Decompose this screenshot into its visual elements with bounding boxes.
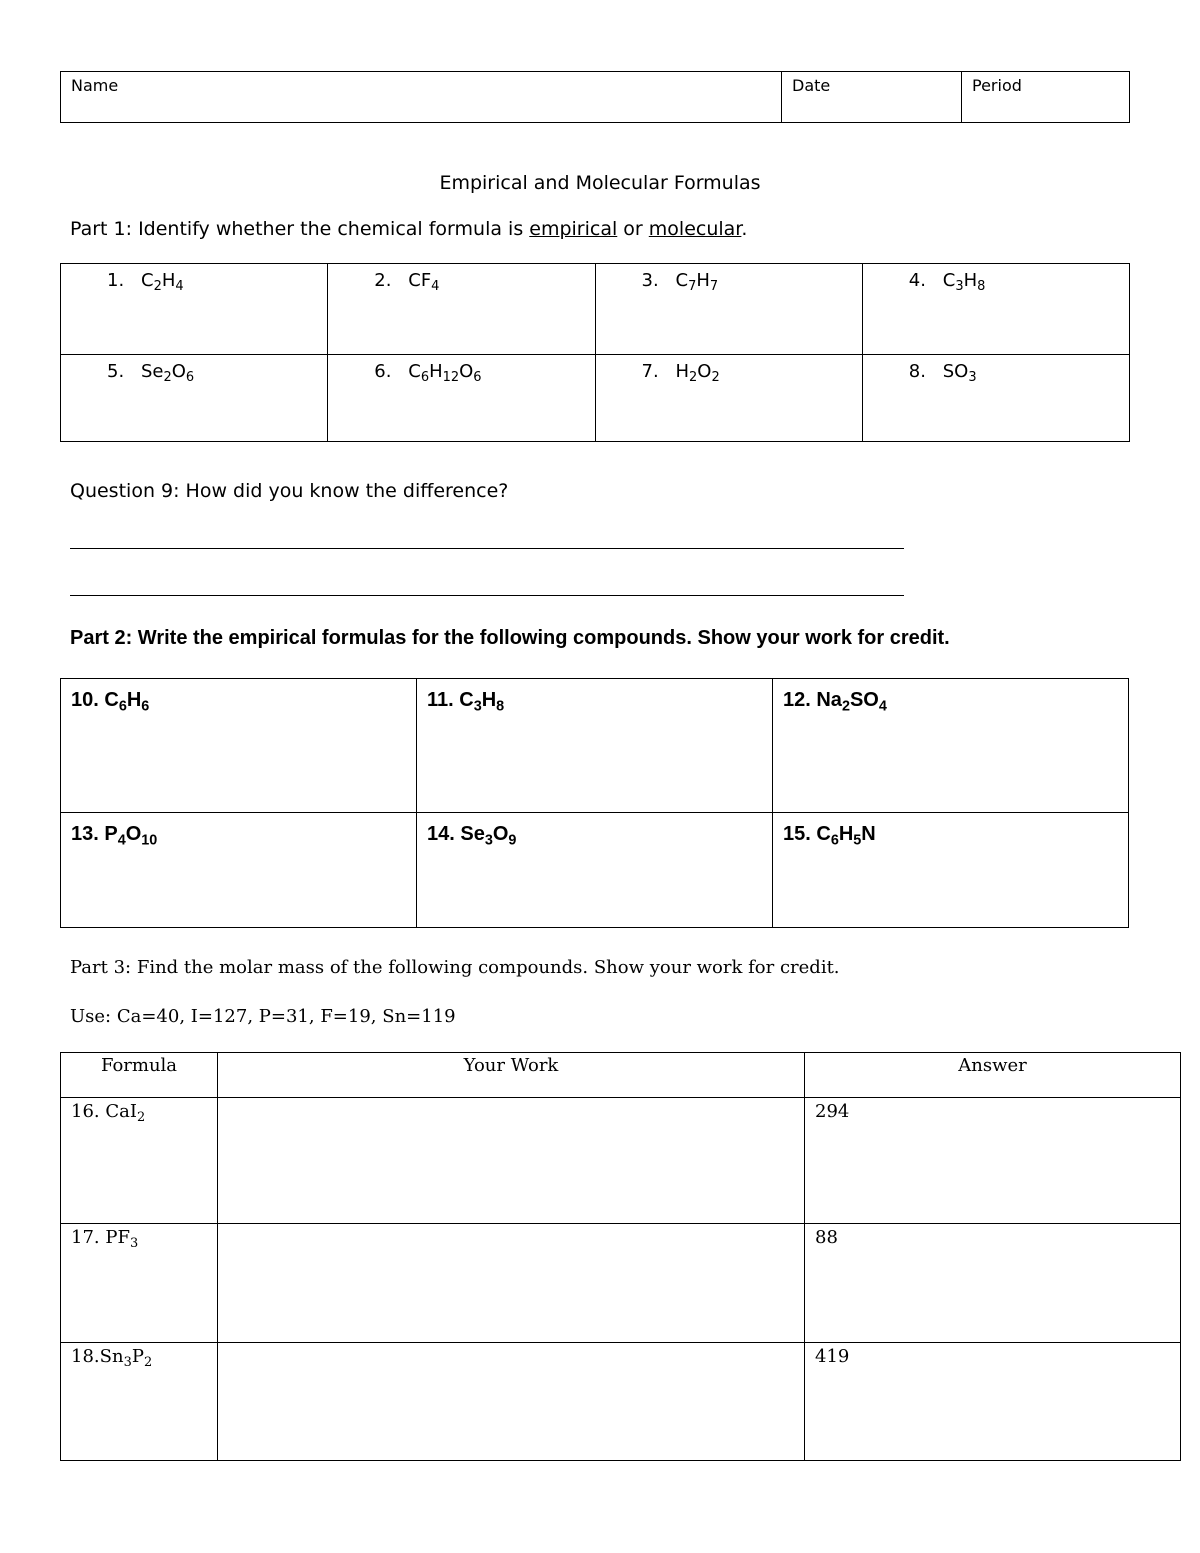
answer-cell[interactable]: 88 (805, 1224, 1181, 1343)
formula-cell: 17. $PF_3$ (61, 1224, 218, 1343)
part1-cell[interactable]: 1. $C_2H_4$ (61, 264, 328, 355)
name-field[interactable] (61, 72, 782, 123)
part1-cell[interactable]: 2. $CF_4$ (328, 264, 595, 355)
atomic-mass-hint: Use: Ca=40, I=127, P=31, F=19, Sn=119 (70, 1006, 456, 1027)
answer-cell[interactable]: 419 (805, 1343, 1181, 1461)
formula-cell: 16. CaI$_2$ (61, 1098, 218, 1224)
part3-table (60, 1052, 1181, 1461)
period-field[interactable] (962, 72, 1130, 123)
question-9: Question 9: How did you know the difference? (70, 480, 509, 502)
work-cell[interactable] (218, 1224, 805, 1343)
part2-instructions: Part 2: Write the empirical formulas for the following compounds. Show your work for credit. (70, 627, 950, 649)
part1-cell[interactable]: 8. $SO_3$ (862, 355, 1129, 442)
part2-cell[interactable]: 11. $C_3H_8$ (417, 679, 773, 813)
part2-table (60, 678, 1129, 928)
part1-cell[interactable]: 6. $C_6H_{12}O_6$ (328, 355, 595, 442)
period-label: Period (972, 76, 1022, 95)
molecular-term: molecular (648, 218, 742, 240)
part1-instructions: Part 1: Identify whether the chemical formula is empirical or molecular. (70, 218, 748, 240)
empirical-term: empirical (529, 218, 618, 240)
part1-cell[interactable]: 4. $C_3H_8$ (862, 264, 1129, 355)
date-field[interactable] (782, 72, 962, 123)
part1-cell[interactable]: 5. $Se_2O_6$ (61, 355, 328, 442)
header-work: Your Work (218, 1053, 805, 1098)
header-formula: Formula (61, 1053, 218, 1098)
header-table (60, 71, 1130, 123)
part1-table (60, 263, 1130, 442)
answer-line[interactable] (70, 548, 904, 549)
part3-instructions: Part 3: Find the molar mass of the following compounds. Show your work for credit. (70, 957, 840, 978)
answer-line[interactable] (70, 595, 904, 596)
page-title: Empirical and Molecular Formulas (439, 172, 761, 194)
formula-cell: $18.Sn_3P_2$ (61, 1343, 218, 1461)
answer-cell[interactable]: 294 (805, 1098, 1181, 1224)
part2-cell[interactable]: 14. $Se_3O_9$ (417, 813, 773, 928)
work-cell[interactable] (218, 1098, 805, 1224)
work-cell[interactable] (218, 1343, 805, 1461)
part2-cell[interactable]: 15. $C_6H_5N$ (773, 813, 1129, 928)
date-label: Date (792, 76, 831, 95)
part1-cell[interactable]: 7. $H_2O_2$ (595, 355, 862, 442)
name-label: Name (71, 76, 119, 95)
header-answer: Answer (805, 1053, 1181, 1098)
part1-cell[interactable]: 3. $C_7H_7$ (595, 264, 862, 355)
part2-cell[interactable]: 12. $Na_2SO_4$ (773, 679, 1129, 813)
part2-cell[interactable]: 13. $P_4O_{10}$ (61, 813, 417, 928)
part2-cell[interactable]: 10. $C_6H_6$ (61, 679, 417, 813)
